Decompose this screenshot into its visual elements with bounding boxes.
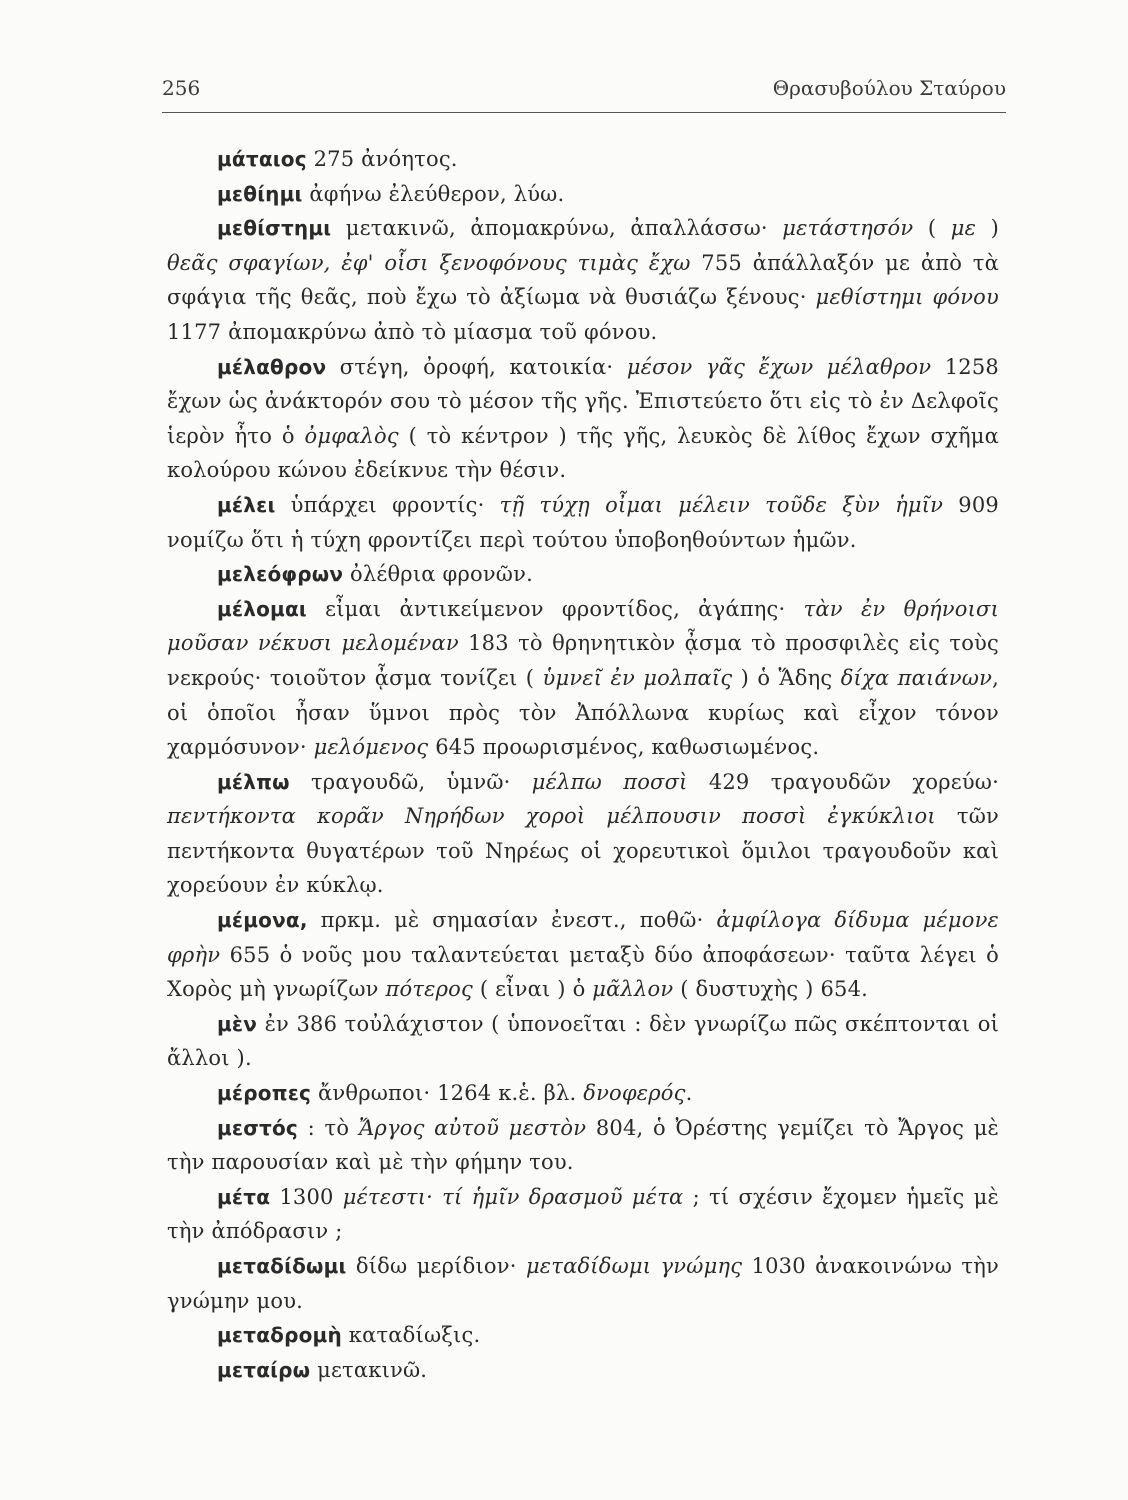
dictionary-entry [167, 765, 999, 903]
entry-definition-text: 645 προωρισμένος, καθωσιωμένος. [428, 735, 820, 760]
entry-definition-text: . [685, 1081, 693, 1106]
entry-quote-text: μέτεστι· τί ἡμῖν δρασμοῦ μέτα [342, 1184, 684, 1209]
entry-definition-text: καταδίωξις. [341, 1323, 481, 1348]
entry-definition-text: 804, ὁ Ὀρέστης γεμίζει τὸ Ἄργος μὲ τὴν παρουσίαν καὶ μὲ τὴν φήμην του. [167, 1115, 1000, 1175]
dictionary-entry [167, 211, 999, 349]
entry-definition-text: ( [913, 216, 951, 241]
entry-definition-text: δίδω μερίδιον· [346, 1254, 526, 1278]
entry-headword: μέμονα, [217, 908, 308, 933]
dictionary-entry [167, 1076, 999, 1111]
entry-headword: μελεόφρων [217, 562, 344, 587]
entry-headword: μεταίρω [217, 1357, 311, 1382]
entry-quote-text: τὰν ἐν θρήνοισι μοῦσαν νέκυσι μελομέναν [167, 596, 1000, 656]
entry-definition-text: στέγη, ὀροφή, κατοικία· [326, 354, 627, 379]
dictionary-entry [167, 1007, 999, 1076]
entry-quote-text: μετάστησόν [782, 216, 914, 241]
dictionary-entry [167, 557, 999, 592]
entry-definition-text: 909 νομίζω ὅτι ἡ τύχη φροντίζει περὶ τούτου ὑποβοηθούντων ἡμῶν. [167, 492, 999, 552]
entry-quote-text: μέσον γᾶς ἔχων μέλαθρον [626, 354, 932, 379]
entry-definition-text: 429 τραγουδῶν χορεύω· [687, 769, 999, 794]
entry-headword: μέροπες [217, 1081, 312, 1106]
entry-definition-text: ἐν 386 τοὐλάχιστον ( ὑπονοεῖται : δὲν γνωρίζω πῶς σκέπτονται οἱ ἄλλοι ). [167, 1011, 999, 1071]
entry-headword: μεθίστημι [217, 216, 332, 241]
entry-definition-text: : τὸ [298, 1115, 359, 1140]
entry-headword: μεστός [217, 1115, 298, 1140]
entry-quote-text: μᾶλλον [592, 977, 674, 1002]
entry-definition-text: 755 ἀπάλλαξόν με ἀπὸ τὰ σφάγια τῆς θεᾶς, ποὺ ἔχω τὸ ἀξίωμα νὰ θυσιάζω ξένους· [167, 250, 999, 310]
dictionary-entry [167, 1353, 999, 1388]
dictionary-entry [167, 1111, 999, 1180]
entry-definition-text: τραγουδῶ, ὑμνῶ· [289, 769, 532, 794]
page-header [162, 76, 1006, 106]
entry-definition-text: 1177 ἀπομακρύνω ἀπὸ τὸ μίασμα τοῦ φόνου. [167, 319, 658, 344]
entry-quote-text: ὑμνεῖ ἐν μολπαῖς [542, 665, 733, 690]
entry-quote-text: μεταδίδωμι γνώμης [525, 1254, 743, 1278]
dictionary-entry [167, 350, 999, 488]
entry-definition-text: 1030 ἀνακοινώνω τὴν γνώμην μου. [167, 1254, 999, 1313]
entry-definition-text: ὀλέθρια φρονῶν. [343, 562, 533, 587]
entry-headword: μέτα [217, 1184, 271, 1209]
entry-headword: μεταδρομὴ [217, 1323, 342, 1348]
entry-definition-text: μετακινῶ, ἀπομακρύνω, ἀπαλλάσσω· [331, 216, 783, 241]
entry-definition-text: 655 ὁ νοῦς μου ταλαντεύεται μεταξὺ δύο ἀποφάσεων· ταῦτα λέγει ὁ Χορὸς μὴ γνωρίζων [167, 942, 999, 1002]
entry-quote-text: ὀμφαλὸς [304, 423, 399, 448]
page-number: 256 [162, 76, 201, 100]
entry-definition-text: 275 ἀνόητος. [306, 147, 458, 171]
entry-definition-text: ( δυστυχὴς ) 654. [673, 977, 868, 1002]
entry-definition-text: μετακινῶ. [310, 1357, 428, 1382]
entry-headword: μέλομαι [217, 596, 307, 621]
entry-headword: μεθίημι [217, 181, 303, 206]
dictionary-entry [167, 592, 999, 765]
dictionary-entry [167, 177, 999, 212]
entry-quote-text: με [950, 216, 977, 241]
entry-quote-text: θεᾶς σφαγίων, ἐφ' οἷσι ξενοφόνους τιμὰς ἔχω [167, 250, 691, 275]
entry-definition-text: πρκμ. μὲ σημασίαν ἐνεστ., ποθῶ· [307, 908, 717, 933]
entry-quote-text: μέλπω ποσσὶ [531, 769, 688, 794]
entry-definition-text: ἀφήνω ἐλεύθερον, λύω. [302, 181, 565, 206]
entry-quote-text: δνοφερός [583, 1081, 686, 1106]
entry-definition-text: ) [976, 216, 999, 241]
entry-quote-text: μεθίστημι φόνου [815, 285, 999, 310]
header-rule [162, 112, 1006, 113]
dictionary-entry [167, 488, 999, 557]
entry-quote-text: Ἄργος αὐτοῦ μεστὸν [358, 1115, 587, 1140]
entry-definition-text: ; τί σχέσιν ἔχομεν ἡμεῖς μὲ τὴν ἀπόδρασιν ; [167, 1184, 999, 1244]
dictionary-entry [167, 142, 999, 177]
entry-definition-text: εἶμαι ἀντικείμενον φροντίδος, ἀγάπης· [306, 596, 804, 621]
entry-quote-text: πεντήκοντα κορᾶν Νηρήδων χοροὶ μέλπουσιν ποσσὶ ἐγκύκλιοι [167, 804, 936, 829]
entry-headword: μέλπω [217, 769, 290, 794]
entry-definition-text: , οἱ ὁποῖοι ἦσαν ὕμνοι πρὸς τὸν Ἀπόλλωνα κυρίως καὶ εἶχον τόνον χαρμόσυνον· [167, 665, 999, 760]
dictionary-entry [167, 1318, 999, 1353]
dictionary-entry [167, 1249, 999, 1318]
entry-definition-text: 1300 [270, 1184, 343, 1209]
entry-headword: μάταιος [217, 147, 307, 171]
entry-quote-text: τῇ τύχῃ οἶμαι μέλειν τοῦδε ξὺν ἡμῖν [499, 492, 944, 517]
entry-headword: μέλαθρον [217, 354, 327, 379]
entry-definition-text: ( τὸ κέντρον ) τῆς γῆς, λευκὸς δὲ λίθος ἔχων σχῆμα κολούρου κώνου ἐδείκνυε τὴν θέσιν. [167, 423, 1000, 483]
running-head: Θρασυβούλου Σταύρου [772, 76, 1006, 100]
entry-definition-text: ) ὁ Ἅδης [732, 665, 841, 690]
dictionary-entry [167, 1180, 999, 1249]
dictionary-body [167, 142, 999, 1387]
dictionary-entry [167, 903, 999, 1007]
entry-headword: μεταδίδωμι [217, 1254, 347, 1278]
entry-quote-text: μελόμενος [313, 735, 429, 760]
entry-quote-text: πότερος [385, 977, 473, 1002]
entry-definition-text: τῶν πεντήκοντα θυγατέρων τοῦ Νηρέως οἱ χορευτικοὶ ὅμιλοι τραγουδοῦν καὶ χορεύουν ἐν κύκλῳ. [167, 804, 1000, 898]
entry-headword: μέλει [217, 492, 276, 517]
entry-definition-text: ἄνθρωποι· 1264 κ.ἑ. βλ. [311, 1081, 584, 1106]
entry-quote-text: ἀμφίλογα δίδυμα μέμονε φρὴν [167, 908, 1000, 967]
entry-definition-text: ( εἶναι ) ὁ [472, 977, 593, 1002]
entry-headword: μὲν [217, 1011, 258, 1036]
entry-quote-text: δίχα παιάνων [840, 665, 993, 690]
entry-definition-text: ὑπάρχει φροντίς· [275, 492, 500, 517]
entry-definition-text: 1258 ἔχων ὡς ἀνάκτορόν σου τὸ μέσον τῆς γῆς. Ἐπιστεύετο ὅτι εἰς τὸ ἐν Δελφοῖς ἱερὸν ἦτο ὁ [167, 354, 999, 448]
entry-definition-text: 183 τὸ θρηνητικὸν ᾆσμα τὸ προσφιλὲς εἰς τοὺς νεκρούς· τοιοῦτον ᾆσμα τονίζει ( [167, 631, 999, 690]
